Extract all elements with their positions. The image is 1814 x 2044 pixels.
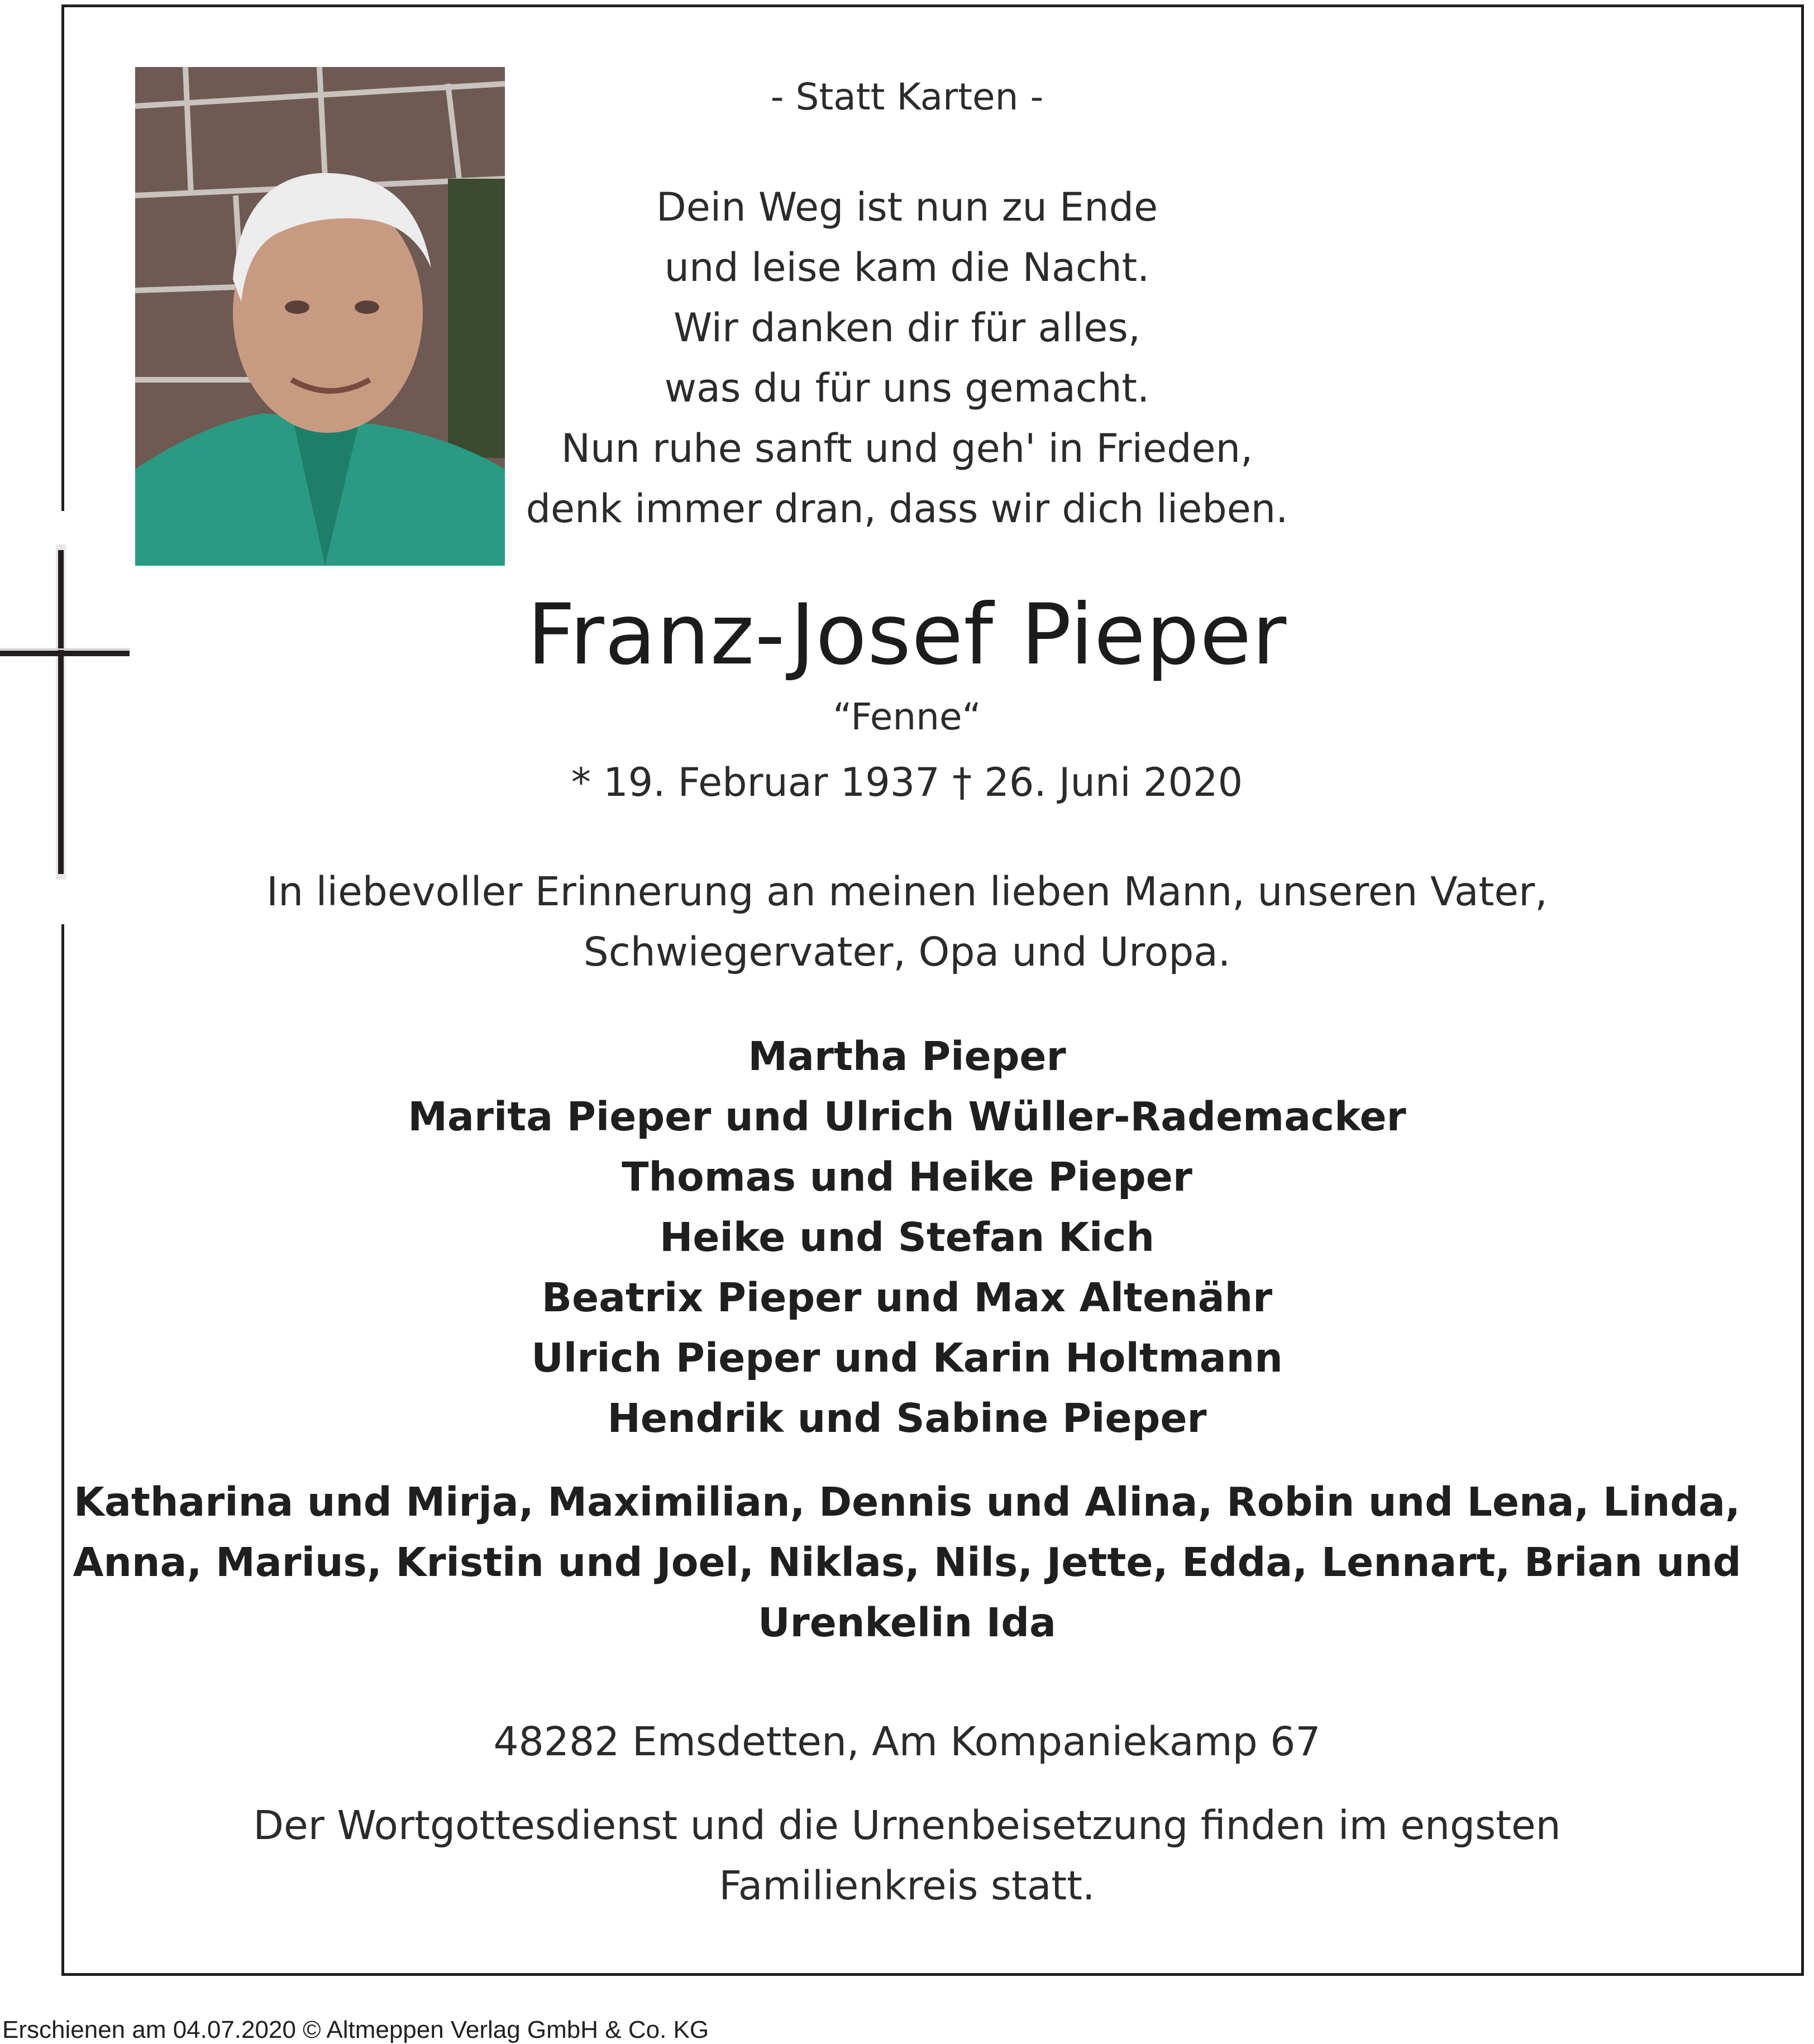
verse-line: und leise kam die Nacht. xyxy=(664,245,1150,290)
family-member: Hendrik und Sabine Pieper xyxy=(607,1395,1207,1441)
pre-title: - Statt Karten - xyxy=(770,75,1044,118)
family-member: Beatrix Pieper und Max Altenähr xyxy=(541,1274,1273,1321)
family-member: Marita Pieper und Ulrich Wüller-Rademacker xyxy=(408,1093,1406,1140)
verse-line: Nun ruhe sanft und geh' in Frieden, xyxy=(561,426,1253,471)
service-line: Der Wortgottesdienst und die Urnenbeisetzung finden im engsten xyxy=(253,1802,1561,1849)
verse-line: was du für uns gemacht. xyxy=(664,365,1150,411)
verse-line: denk immer dran, dass wir dich lieben. xyxy=(526,486,1288,532)
life-dates: * 19. Februar 1937 † 26. Juni 2020 xyxy=(571,760,1243,805)
verse-line: Wir danken dir für alles, xyxy=(673,305,1141,351)
grandchildren-line: Katharina und Mirja, Maximilian, Dennis und Alina, Robin und Lena, Linda, xyxy=(73,1479,1741,1525)
address: 48282 Emsdetten, Am Kompaniekamp 67 xyxy=(493,1718,1321,1765)
deceased-name: Franz-Josef Pieper xyxy=(527,586,1287,684)
family-member: Martha Pieper xyxy=(748,1033,1066,1080)
service-line: Familienkreis statt. xyxy=(719,1862,1095,1909)
nickname: “Fenne“ xyxy=(833,695,981,738)
publication-footer: Erschienen am 04.07.2020 © Altmeppen Verlag GmbH & Co. KG xyxy=(2,2016,709,2043)
grandchildren-line: Anna, Marius, Kristin und Joel, Niklas, Nils, Jette, Edda, Lennart, Brian und xyxy=(73,1539,1741,1585)
verse-line: Dein Weg ist nun zu Ende xyxy=(656,184,1158,230)
family-member: Thomas und Heike Pieper xyxy=(622,1154,1192,1200)
family-member: Ulrich Pieper und Karin Holtmann xyxy=(531,1335,1283,1381)
remembrance-line: Schwiegervater, Opa und Uropa. xyxy=(583,929,1231,975)
remembrance-line: In liebevoller Erinnerung an meinen lieben Mann, unseren Vater, xyxy=(266,868,1548,915)
family-member: Heike und Stefan Kich xyxy=(659,1214,1154,1260)
grandchildren-line: Urenkelin Ida xyxy=(758,1599,1056,1646)
